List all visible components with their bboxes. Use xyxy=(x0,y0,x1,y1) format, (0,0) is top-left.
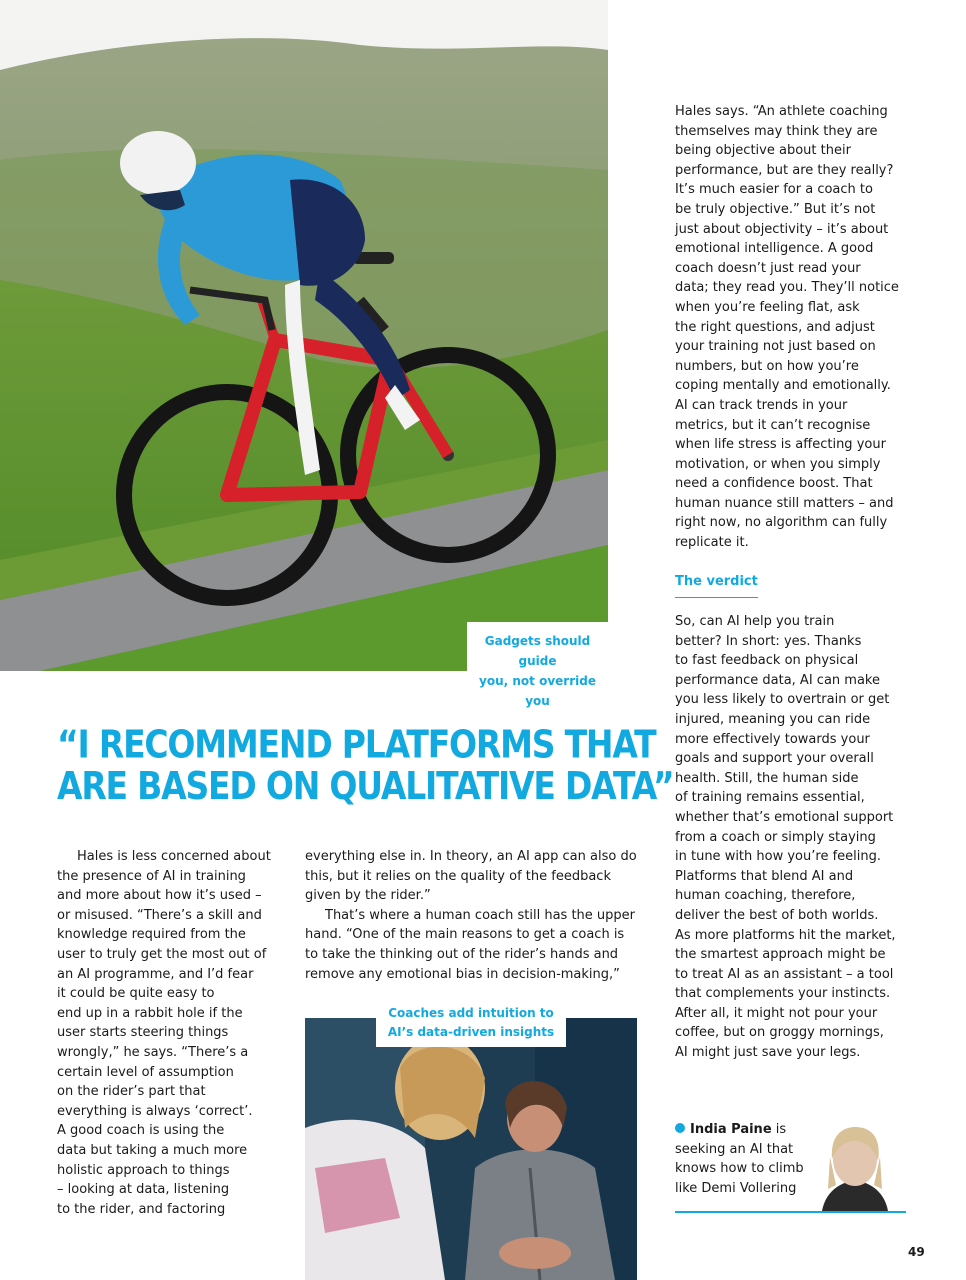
text-line: to fast feedback on physical xyxy=(675,653,859,669)
text-line: coffee, but on groggy mornings, xyxy=(675,1025,884,1041)
hero-photo xyxy=(0,0,608,671)
text-line: AI can track trends in your xyxy=(675,397,848,413)
text-line: that complements your instincts. xyxy=(675,986,891,1002)
text-line: to take the thinking out of the rider’s hands and xyxy=(305,946,619,962)
text-line: human coaching, therefore, xyxy=(675,888,856,904)
article-column-3-top xyxy=(675,102,907,553)
text-line: remove any emotional bias in decision-making,” xyxy=(305,966,620,982)
text-line: or misused. “There’s a skill and xyxy=(57,907,262,923)
text-line: given by the rider.” xyxy=(305,888,431,904)
text-line: the smartest approach might be xyxy=(675,947,886,963)
text-line: injured, meaning you can ride xyxy=(675,711,871,727)
bullet-dot-icon xyxy=(675,1123,685,1133)
text-line: metrics, but it can’t recognise xyxy=(675,417,871,433)
verdict-heading: The verdict xyxy=(675,572,758,598)
article-column-1 xyxy=(57,847,287,1219)
hero-photo-caption xyxy=(467,622,608,708)
text-line: just about objectivity – it’s about xyxy=(675,221,889,237)
text-line: performance, but are they really? xyxy=(675,162,894,178)
text-line: After all, it might not pour your xyxy=(675,1005,878,1021)
text-line: like Demi Vollering xyxy=(675,1180,797,1196)
coach-caption-line: Coaches add intuition to xyxy=(388,1006,554,1020)
page-number: 49 xyxy=(908,1245,925,1259)
text-line: being objective about their xyxy=(675,143,851,159)
article-column-2 xyxy=(305,847,645,984)
text-line: So, can AI help you train xyxy=(675,614,835,629)
text-line: A good coach is using the xyxy=(57,1123,225,1139)
text-line: holistic approach to things xyxy=(57,1162,230,1178)
text-line: goals and support your overall xyxy=(675,751,874,767)
author-name: India Paine xyxy=(690,1122,772,1137)
text-line: hand. “One of the main reasons to get a coach is xyxy=(305,927,625,943)
article-column-3-bottom xyxy=(675,612,907,1063)
text-line: health. Still, the human side xyxy=(675,770,859,786)
text-line: data; they read you. They’ll notice xyxy=(675,280,899,296)
text-line: on the rider’s part that xyxy=(57,1084,206,1100)
text-line: of training remains essential, xyxy=(675,790,865,806)
text-line: the right questions, and adjust xyxy=(675,319,875,335)
text-line: Hales says. “An athlete coaching xyxy=(675,104,888,119)
text-line: this, but it relies on the quality of the feedback xyxy=(305,868,611,884)
text-line: It’s much easier for a coach to xyxy=(675,182,873,198)
text-line xyxy=(675,1120,825,1140)
author-avatar xyxy=(804,1119,906,1211)
text-line: coach doesn’t just read your xyxy=(675,260,861,276)
text-line: better? In short: yes. Thanks xyxy=(675,633,862,649)
text-line: be truly objective.” But it’s not xyxy=(675,201,876,217)
text-line: to the rider, and factoring xyxy=(57,1201,226,1217)
pull-quote xyxy=(57,721,674,808)
pull-quote-line: “I RECOMMEND PLATFORMS THAT xyxy=(57,721,656,767)
author-bio-suffix: is xyxy=(771,1122,787,1137)
text-line: That’s where a human coach still has the upper xyxy=(325,907,636,923)
text-line: wrongly,” he says. “There’s a xyxy=(57,1044,249,1060)
text-line: from a coach or simply staying xyxy=(675,829,876,845)
text-line: an AI programme, and I’d fear xyxy=(57,966,254,982)
text-line: user starts steering things xyxy=(57,1025,229,1041)
text-line: you less likely to overtrain or get xyxy=(675,692,890,708)
text-line: in tune with how you’re feeling. xyxy=(675,849,881,865)
text-line: when life stress is affecting your xyxy=(675,437,886,453)
text-line: numbers, but on how you’re xyxy=(675,358,859,374)
text-line: and more about how it’s used – xyxy=(57,888,262,904)
coach-photo xyxy=(305,1018,637,1280)
text-line: data but taking a much more xyxy=(57,1142,248,1158)
text-line: end up in a rabbit hole if the xyxy=(57,1005,243,1021)
text-line: performance data, AI can make xyxy=(675,672,880,688)
text-line: certain level of assumption xyxy=(57,1064,234,1080)
text-line: knows how to climb xyxy=(675,1161,804,1177)
hero-caption-line: you, not override you xyxy=(479,674,596,708)
author-bio-text xyxy=(675,1120,825,1198)
text-line: to treat AI as an assistant – a tool xyxy=(675,966,894,982)
text-line: themselves may think they are xyxy=(675,123,878,139)
text-line: your training not just based on xyxy=(675,339,876,355)
pull-quote-line: ARE BASED ON QUALITATIVE DATA” xyxy=(57,763,674,808)
author-bio xyxy=(675,1120,906,1213)
text-line: whether that’s emotional support xyxy=(675,809,894,825)
text-line: – looking at data, listening xyxy=(57,1182,230,1198)
text-line: Hales is less concerned about xyxy=(77,849,271,864)
text-line: knowledge required from the xyxy=(57,927,246,943)
text-line: it could be quite easy to xyxy=(57,986,215,1002)
text-line: user to truly get the most out of xyxy=(57,946,267,962)
text-line: motivation, or when you simply xyxy=(675,456,881,472)
text-line: need a confidence boost. That xyxy=(675,476,873,492)
text-line: emotional intelligence. A good xyxy=(675,241,874,257)
hero-caption-line: Gadgets should guide xyxy=(484,634,591,668)
text-line: right now, no algorithm can fully xyxy=(675,515,888,531)
text-line: when you’re feeling flat, ask xyxy=(675,299,860,315)
text-line: AI might just save your legs. xyxy=(675,1045,861,1061)
text-line: coping mentally and emotionally. xyxy=(675,378,891,394)
coach-photo-caption xyxy=(376,1000,566,1047)
text-line: As more platforms hit the market, xyxy=(675,927,896,943)
text-line: the presence of AI in training xyxy=(57,868,246,884)
text-line: more effectively towards your xyxy=(675,731,870,747)
text-line: human nuance still matters – and xyxy=(675,495,894,511)
coach-caption-line: AI’s data-driven insights xyxy=(387,1025,555,1039)
text-line: deliver the best of both worlds. xyxy=(675,907,879,923)
text-line: seeking an AI that xyxy=(675,1141,794,1157)
text-line: replicate it. xyxy=(675,535,749,551)
text-line: Platforms that blend AI and xyxy=(675,868,854,884)
text-line: everything else in. In theory, an AI app can also do xyxy=(305,849,637,864)
text-line: everything is always ‘correct’. xyxy=(57,1103,253,1119)
